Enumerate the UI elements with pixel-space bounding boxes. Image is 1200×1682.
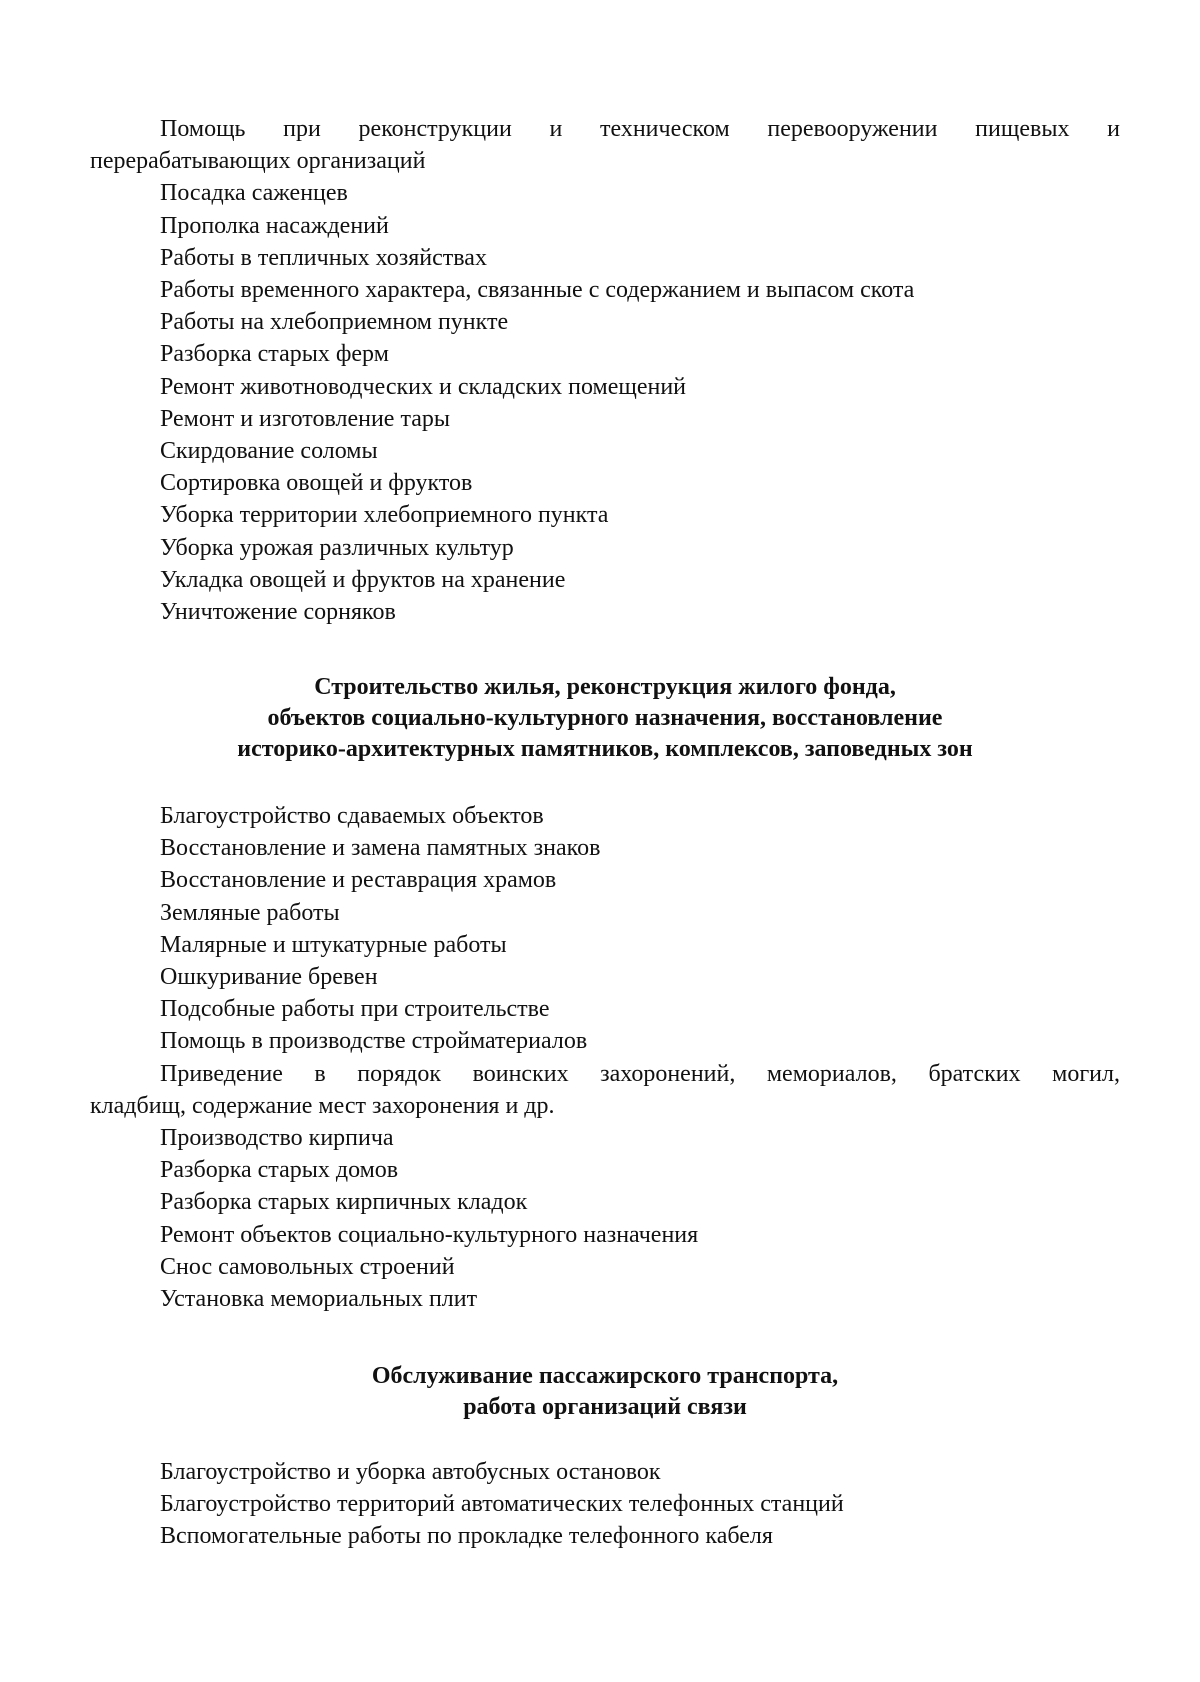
list-item: Сортировка овощей и фруктов [160, 470, 473, 497]
list-item: Уборка территории хлебоприемного пункта [160, 502, 609, 529]
list-item: Ошкуривание бревен [160, 964, 378, 991]
list-item: Скирдование соломы [160, 438, 378, 465]
heading-line: Строительство жилья, реконструкция жилого фонда, [314, 674, 896, 700]
section-agriculture-list [90, 113, 1120, 628]
list-item: Вспомогательные работы по прокладке телефонного кабеля [160, 1523, 773, 1550]
list-item: Восстановление и реставрация храмов [160, 867, 557, 894]
list-item: Земляные работы [160, 899, 340, 926]
heading-line: работа организаций связи [463, 1394, 747, 1420]
list-item: Благоустройство сдаваемых объектов [160, 803, 544, 829]
list-item: Благоустройство и уборка автобусных остановок [160, 1459, 661, 1485]
list-item: Малярные и штукатурные работы [160, 931, 507, 958]
list-item: Снос самовольных строений [160, 1253, 455, 1280]
section-transport-list [90, 1456, 1120, 1553]
list-item: Работы временного характера, связанные с содержанием и выпасом скота [160, 277, 915, 304]
list-item: Посадка саженцев [160, 180, 348, 207]
paragraph-line: Помощь при реконструкции и техническом перевооружении пищевых и [160, 116, 1120, 142]
list-item: Разборка старых ферм [160, 341, 389, 368]
list-item: Работы на хлебоприемном пункте [160, 309, 509, 336]
list-item: Ремонт объектов социально-культурного назначения [160, 1221, 699, 1248]
list-item: Работы в тепличных хозяйствах [160, 244, 487, 271]
paragraph-line: перерабатывающих организаций [90, 148, 426, 175]
list-item: Подсобные работы при строительстве [160, 996, 550, 1023]
paragraph-line: кладбищ, содержание мест захоронения и др. [90, 1092, 555, 1119]
list-item: Производство кирпича [160, 1125, 394, 1152]
list-item: Восстановление и замена памятных знаков [160, 835, 601, 862]
list-item: Уборка урожая различных культур [160, 534, 514, 561]
list-item: Разборка старых кирпичных кладок [160, 1189, 528, 1216]
list-item: Разборка старых домов [160, 1157, 399, 1184]
heading-line: объектов социально-культурного назначения, восстановление [267, 705, 943, 731]
list-item: Уничтожение сорняков [160, 599, 396, 626]
list-item: Прополка насаждений [160, 212, 389, 239]
section-heading-transport [90, 1361, 1120, 1423]
list-item: Укладка овощей и фруктов на хранение [160, 566, 566, 593]
list-item: Благоустройство территорий автоматических телефонных станций [160, 1491, 844, 1518]
paragraph-line: Приведение в порядок воинских захоронений, мемориалов, братских могил, [160, 1060, 1120, 1087]
list-item: Ремонт животноводческих и складских помещений [160, 373, 687, 400]
section-heading-construction [90, 672, 1120, 765]
list-item: Установка мемориальных плит [160, 1286, 478, 1313]
list-item: Помощь в производстве стройматериалов [160, 1028, 588, 1055]
list-item: Ремонт и изготовление тары [160, 405, 451, 432]
heading-line: Обслуживание пассажирского транспорта, [371, 1363, 839, 1389]
section-construction-list [90, 800, 1120, 1315]
heading-line: историко-архитектурных памятников, комплексов, заповедных зон [237, 736, 973, 762]
